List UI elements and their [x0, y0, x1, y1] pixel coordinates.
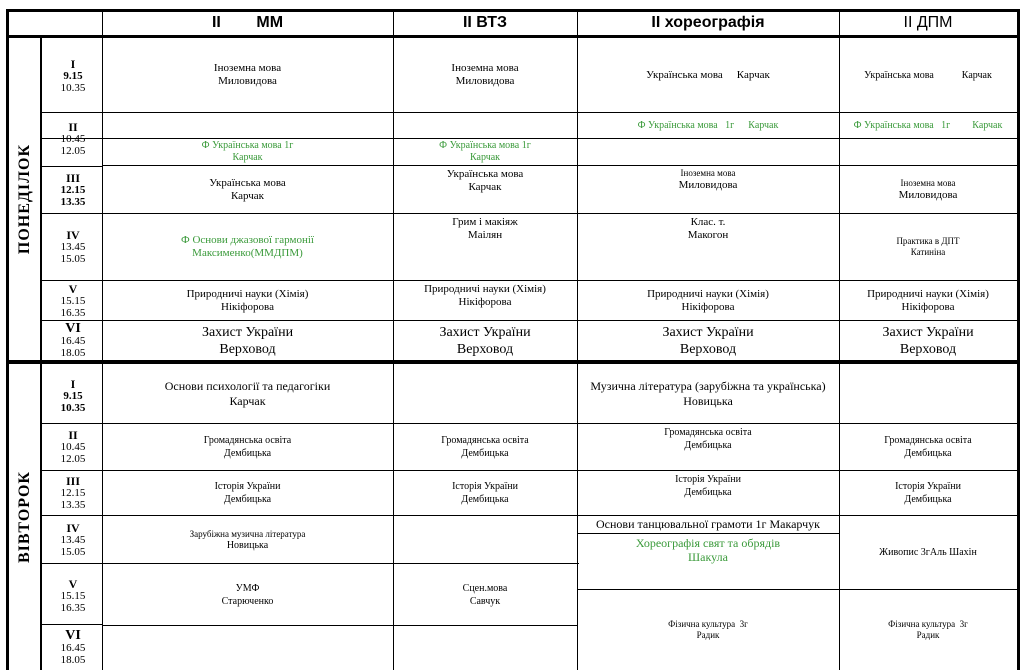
- mon-chor-1: Українська мова Карчак: [646, 68, 770, 81]
- tue-dpm-6: Фізична культура 3г Радик: [888, 619, 968, 640]
- tue-chor-5: Хореографія свят та обрядів Шакула: [635, 536, 781, 564]
- mon-mm-1: Іноземна мова Миловидова: [213, 62, 282, 87]
- tue-mm-4: Зарубіжна музична література Новицька: [189, 528, 306, 551]
- tue-vtz-5: Сцен.мова Савчук: [462, 582, 508, 607]
- mon-dpm-1: Українська мова Карчак: [864, 69, 992, 81]
- mon-dpm-5: Природничі науки (Хімія) Нікіфорова: [867, 287, 989, 313]
- tue-dpm-3: Історія України Дембицька: [895, 481, 961, 505]
- mon-mm-2: Ф Українська мова 1г Карчак: [201, 140, 294, 163]
- mon-mm-3: Українська мова Карчак: [209, 176, 286, 202]
- mon-dpm-6: Захист України Верховод: [882, 324, 974, 357]
- header-mm: II ММ: [211, 14, 284, 31]
- mon-slot-4: IV 13.45 15.05: [60, 228, 86, 265]
- header-dpm: ІІ ДПМ: [903, 14, 953, 31]
- tue-dpm-1: [839, 364, 1017, 423]
- tue-mm-6: [102, 626, 393, 670]
- mon-dpm-2: Ф Українська мова 1г Карчак: [853, 120, 1003, 131]
- mon-mm-6: Захист України Верховод: [201, 324, 294, 357]
- mon-chor-6: Захист України Верховод: [662, 324, 754, 357]
- mon-vtz-3: Українська мова Карчак: [446, 168, 524, 193]
- header-vtz: ІІ ВТЗ: [462, 14, 508, 31]
- day-monday: ПОНЕДІЛОК: [16, 143, 33, 255]
- mon-vtz-2: Ф Українська мова 1г Карчак: [439, 140, 531, 163]
- mon-vtz-1: Іноземна мова Миловидова: [451, 62, 519, 87]
- tue-chor-1: Музична література (зарубіжна та українська) Новицька: [590, 378, 826, 408]
- mon-slot-2: ІІ 10.45 12.05: [60, 120, 86, 157]
- tue-mm-5: УМФ Старюченко: [221, 582, 274, 607]
- tue-chor-4: Основи танцювальної грамоти 1г Макарчук: [596, 517, 820, 531]
- tue-slot-1: І 9.15 10.35: [60, 377, 86, 414]
- tue-slot-5: V 15.15 16.35: [60, 577, 86, 614]
- tue-vtz-1: [393, 364, 577, 423]
- mon-vtz-6: Захист України Верховод: [439, 324, 531, 357]
- mon-dpm-4: Практика в ДПТ Катиніна: [896, 236, 960, 257]
- mon-slot-1: І 9.15 10.35: [60, 57, 86, 94]
- mon-dpm-3: Іноземна мова Миловидова: [898, 177, 958, 201]
- day-tuesday: ВІВТОРОК: [16, 471, 33, 563]
- tue-chor-2: Громадянська освіта Дембицька: [664, 427, 752, 451]
- mon-mm-5: Природничі науки (Хімія) Нікіфорова: [186, 287, 309, 313]
- tue-mm-2: Громадянська освіта Дембицька: [203, 435, 292, 459]
- mon-vtz-4: Грим і макіяж Маілян: [452, 216, 518, 241]
- tue-slot-2: ІІ 10.45 12.05: [60, 428, 86, 465]
- tue-slot-4: IV 13.45 15.05: [60, 520, 86, 558]
- tue-mm-1: Основи психології та педагогіки Карчак: [164, 378, 331, 408]
- header-choreography: ІІ хореографія: [651, 14, 765, 31]
- mon-mm-4: Ф Основи джазової гармонії Максименко(ММДПМ): [181, 234, 314, 259]
- tue-slot-6: VI 16.45 18.05: [60, 628, 86, 666]
- tue-chor-6: Фізична культура 3г Радик: [668, 619, 748, 640]
- tue-vtz-3: Історія України Дембицька: [452, 481, 518, 505]
- tue-chor-3: Історія України Дембицька: [675, 474, 741, 498]
- tue-slot-3: ІІІ 12.15 13.35: [60, 474, 86, 511]
- mon-vtz-5: Природничі науки (Хімія) Нікіфорова: [424, 283, 546, 308]
- mon-chor-3: Іноземна мова Миловидова: [678, 168, 738, 191]
- mon-chor-4: Клас. т. Макогон: [687, 216, 729, 241]
- tue-vtz-2: Громадянська освіта Дембицька: [441, 435, 529, 459]
- tue-dpm-2: Громадянська освіта Дембицька: [884, 435, 972, 459]
- mon-chor-5: Природничі науки (Хімія) Нікіфорова: [647, 287, 769, 313]
- mon-slot-5: V 15.15 16.35: [60, 281, 86, 319]
- tue-mm-3: Історія України Дембицька: [214, 481, 281, 505]
- tue-dpm-4: Живопис 3гАль Шахін: [879, 547, 977, 558]
- mon-slot-6: VI 16.45 18.05: [60, 320, 86, 359]
- mon-slot-3: ІІІ 12.15 13.35: [60, 171, 86, 208]
- right-border: [1017, 9, 1020, 670]
- mon-chor-2: Ф Українська мова 1г Карчак: [637, 120, 779, 131]
